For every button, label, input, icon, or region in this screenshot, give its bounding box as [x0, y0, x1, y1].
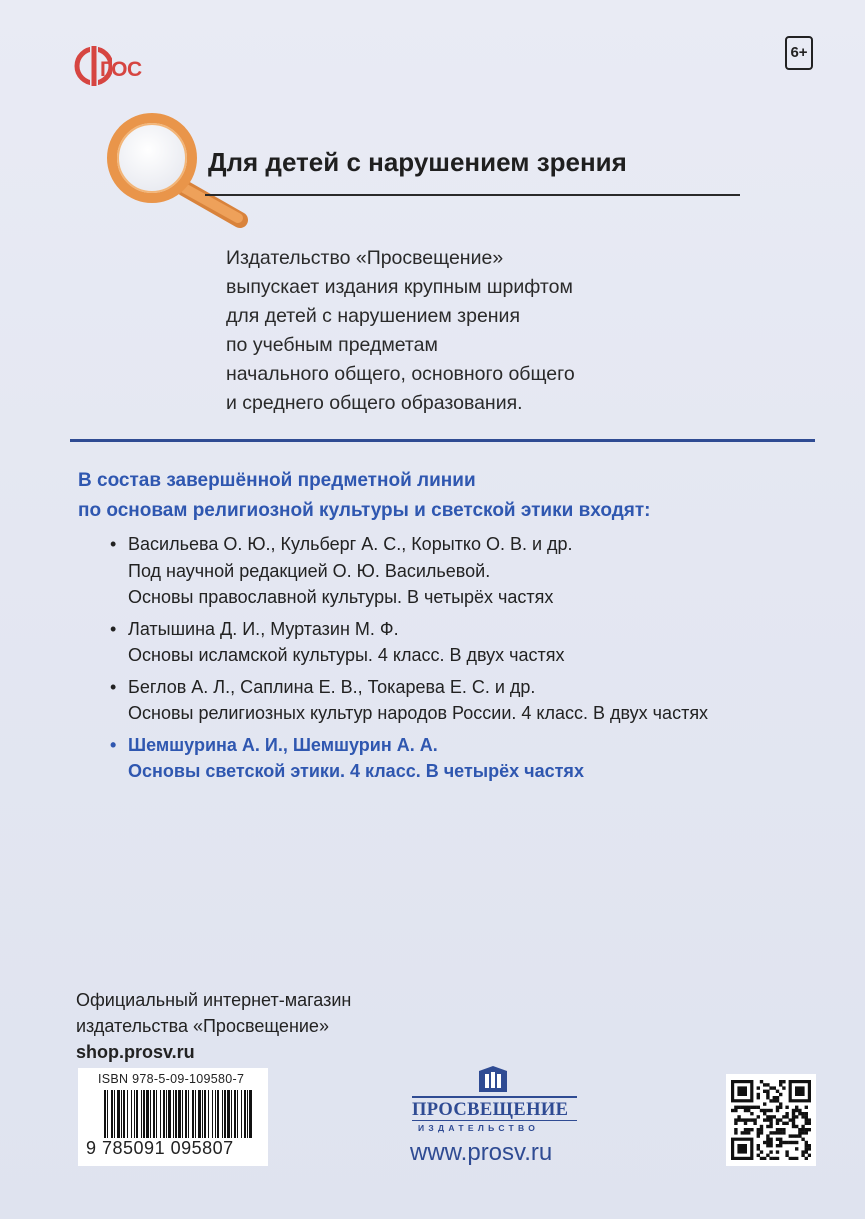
publisher-url-link[interactable]: www.prosv.ru — [410, 1139, 553, 1166]
shop-url-link[interactable]: shop.prosv.ru — [76, 1042, 195, 1062]
bullet: • — [110, 676, 117, 697]
book-line: Шемшурина А. И., Шемшурин А. А. — [128, 734, 438, 755]
book-line: Васильева О. Ю., Кульберг А. С., Корытко О. В. и др. — [128, 534, 573, 554]
intro-line: для детей с нарушением зрения — [226, 305, 521, 327]
age-rating-badge: 6+ — [785, 36, 813, 70]
list-item — [110, 674, 810, 727]
shop-line: Официальный интернет-магазин — [76, 990, 352, 1010]
book-line: Основы религиозных культур народов России. 4 класс. В двух частях — [128, 703, 709, 723]
book-list — [110, 531, 810, 790]
publisher-rule — [412, 1096, 577, 1098]
book-line: Беглов А. Л., Саплина Е. В., Токарева Е. С. и др. — [128, 676, 536, 697]
series-title-line: В состав завершённой предметной линии — [78, 470, 476, 491]
barcode — [78, 1068, 268, 1166]
list-item — [110, 616, 810, 669]
page-heading: Для детей с нарушением зрения — [208, 147, 627, 177]
intro-line: и среднего общего образования. — [226, 392, 523, 414]
intro-paragraph — [226, 244, 646, 418]
series-title-line: по основам религиозной культуры и светской этики входят: — [78, 500, 651, 521]
list-item — [110, 531, 810, 611]
book-line: Основы православной культуры. В четырёх частях — [128, 587, 554, 607]
intro-line: по учебным предметам — [226, 334, 438, 356]
bullet: • — [110, 618, 117, 639]
publisher-logo-icon — [476, 1064, 510, 1098]
fgos-logo — [72, 40, 157, 88]
isbn-text: ISBN 978-5-09-109580-7 — [98, 1072, 245, 1086]
qr-code-icon — [731, 1080, 811, 1160]
book-line: Основы светской этики. 4 класс. В четырёх частях — [128, 761, 584, 781]
intro-line: Издательство «Просвещение» — [226, 247, 504, 269]
intro-line: начального общего, основного общего — [226, 363, 575, 385]
series-title — [78, 466, 651, 526]
shop-line: издательства «Просвещение» — [76, 1016, 329, 1036]
barcode-bars-icon — [104, 1090, 252, 1140]
book-line: Основы исламской культуры. 4 класс. В двух частях — [128, 645, 565, 665]
fgos-logo-text: ГОС — [100, 58, 142, 81]
shop-info — [76, 987, 351, 1065]
heading-underline — [205, 194, 740, 196]
qr-code — [726, 1074, 816, 1166]
book-line: Латышина Д. И., Муртазин М. Ф. — [128, 618, 399, 639]
section-divider — [70, 439, 815, 442]
publisher-rule — [412, 1120, 577, 1121]
bullet: • — [110, 534, 117, 554]
publisher-subtitle: ИЗДАТЕЛЬСТВО — [418, 1123, 540, 1133]
list-item-highlighted — [110, 732, 810, 785]
intro-line: выпускает издания крупным шрифтом — [226, 276, 573, 298]
book-line: Под научной редакцией О. Ю. Васильевой. — [128, 560, 491, 581]
barcode-digits: 9 785091 095807 — [86, 1138, 234, 1158]
bullet: • — [110, 734, 117, 755]
publisher-name: ПРОСВЕЩЕНИЕ — [412, 1100, 569, 1120]
